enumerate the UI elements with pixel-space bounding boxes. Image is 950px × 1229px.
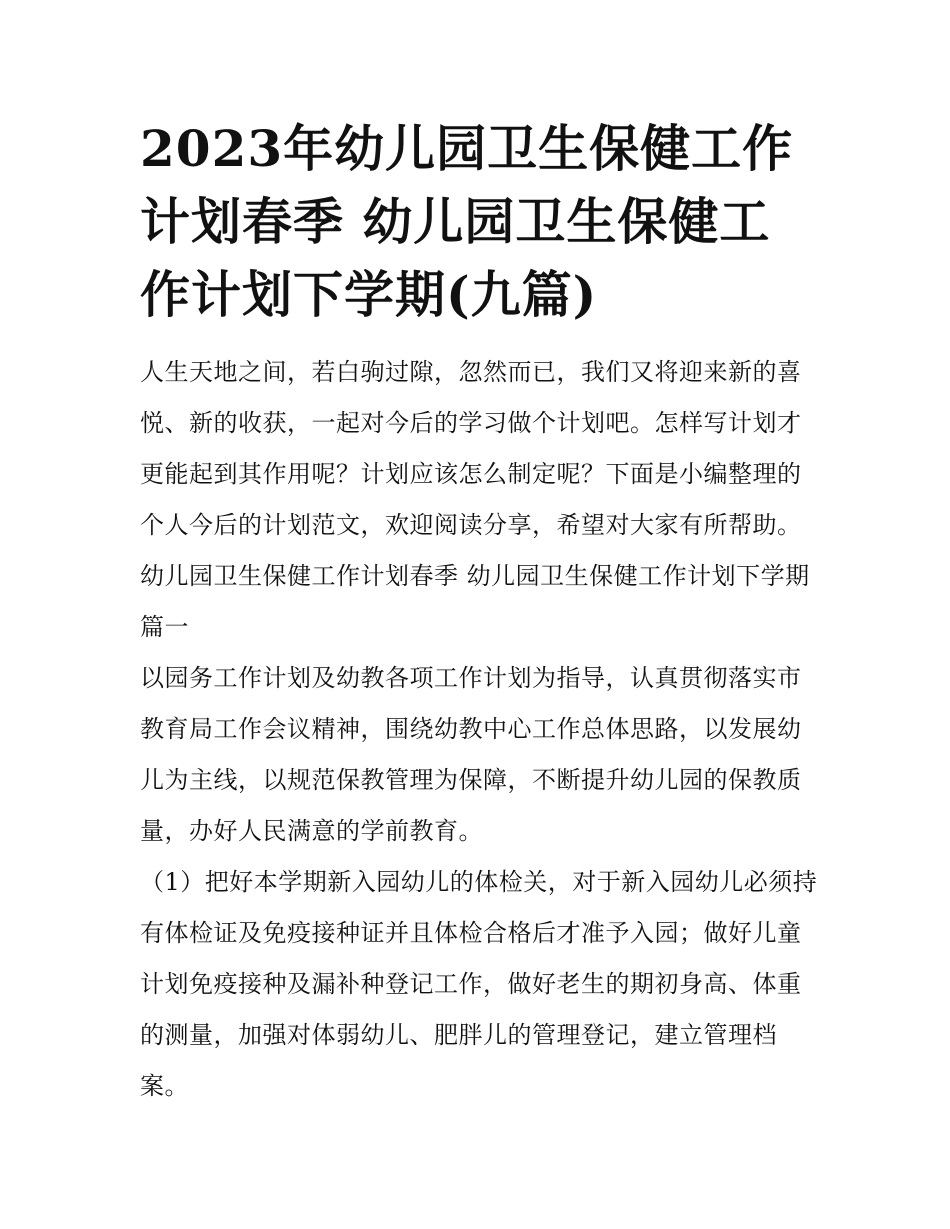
document-title: 2023年幼儿园卫生保健工作计划春季 幼儿园卫生保健工作计划下学期(九篇) (140, 119, 794, 324)
intro-paragraph: 人生天地之间，若白驹过隙，忽然而已，我们又将迎来新的喜悦、新的收获，一起对今后的学习做个计划吧。怎样写计划才更能起到其作用呢？计划应该怎么制定呢？下面是小编整理的个人今后的计划范文，欢迎阅读分享，希望对大家有所帮助。 (140, 358, 802, 539)
section-heading: 幼儿园卫生保健工作计划春季 幼儿园卫生保健工作计划下学期篇一 (140, 562, 810, 641)
guideline-paragraph: 以园务工作计划及幼教各项工作计划为指导，认真贯彻落实市教育局工作会议精神，围绕幼教中心工作总体思路，以发展幼儿为主线，以规范保教管理为保障，不断提升幼儿园的保教质量，办好人民满意的学前教育。 (140, 664, 802, 845)
health-check-paragraph: （1）把好本学期新入园幼儿的体检关，对于新入园幼儿必须持有体检证及免疫接种证并且体检合格后才准予入园；做好儿童计划免疫接种及漏补种登记工作，做好老生的期初身高、体重的测量，加强对体弱幼儿、肥胖儿的管理登记，建立管理档案。 (140, 868, 818, 1100)
document-body (140, 347, 820, 1112)
document-page (140, 112, 820, 1112)
